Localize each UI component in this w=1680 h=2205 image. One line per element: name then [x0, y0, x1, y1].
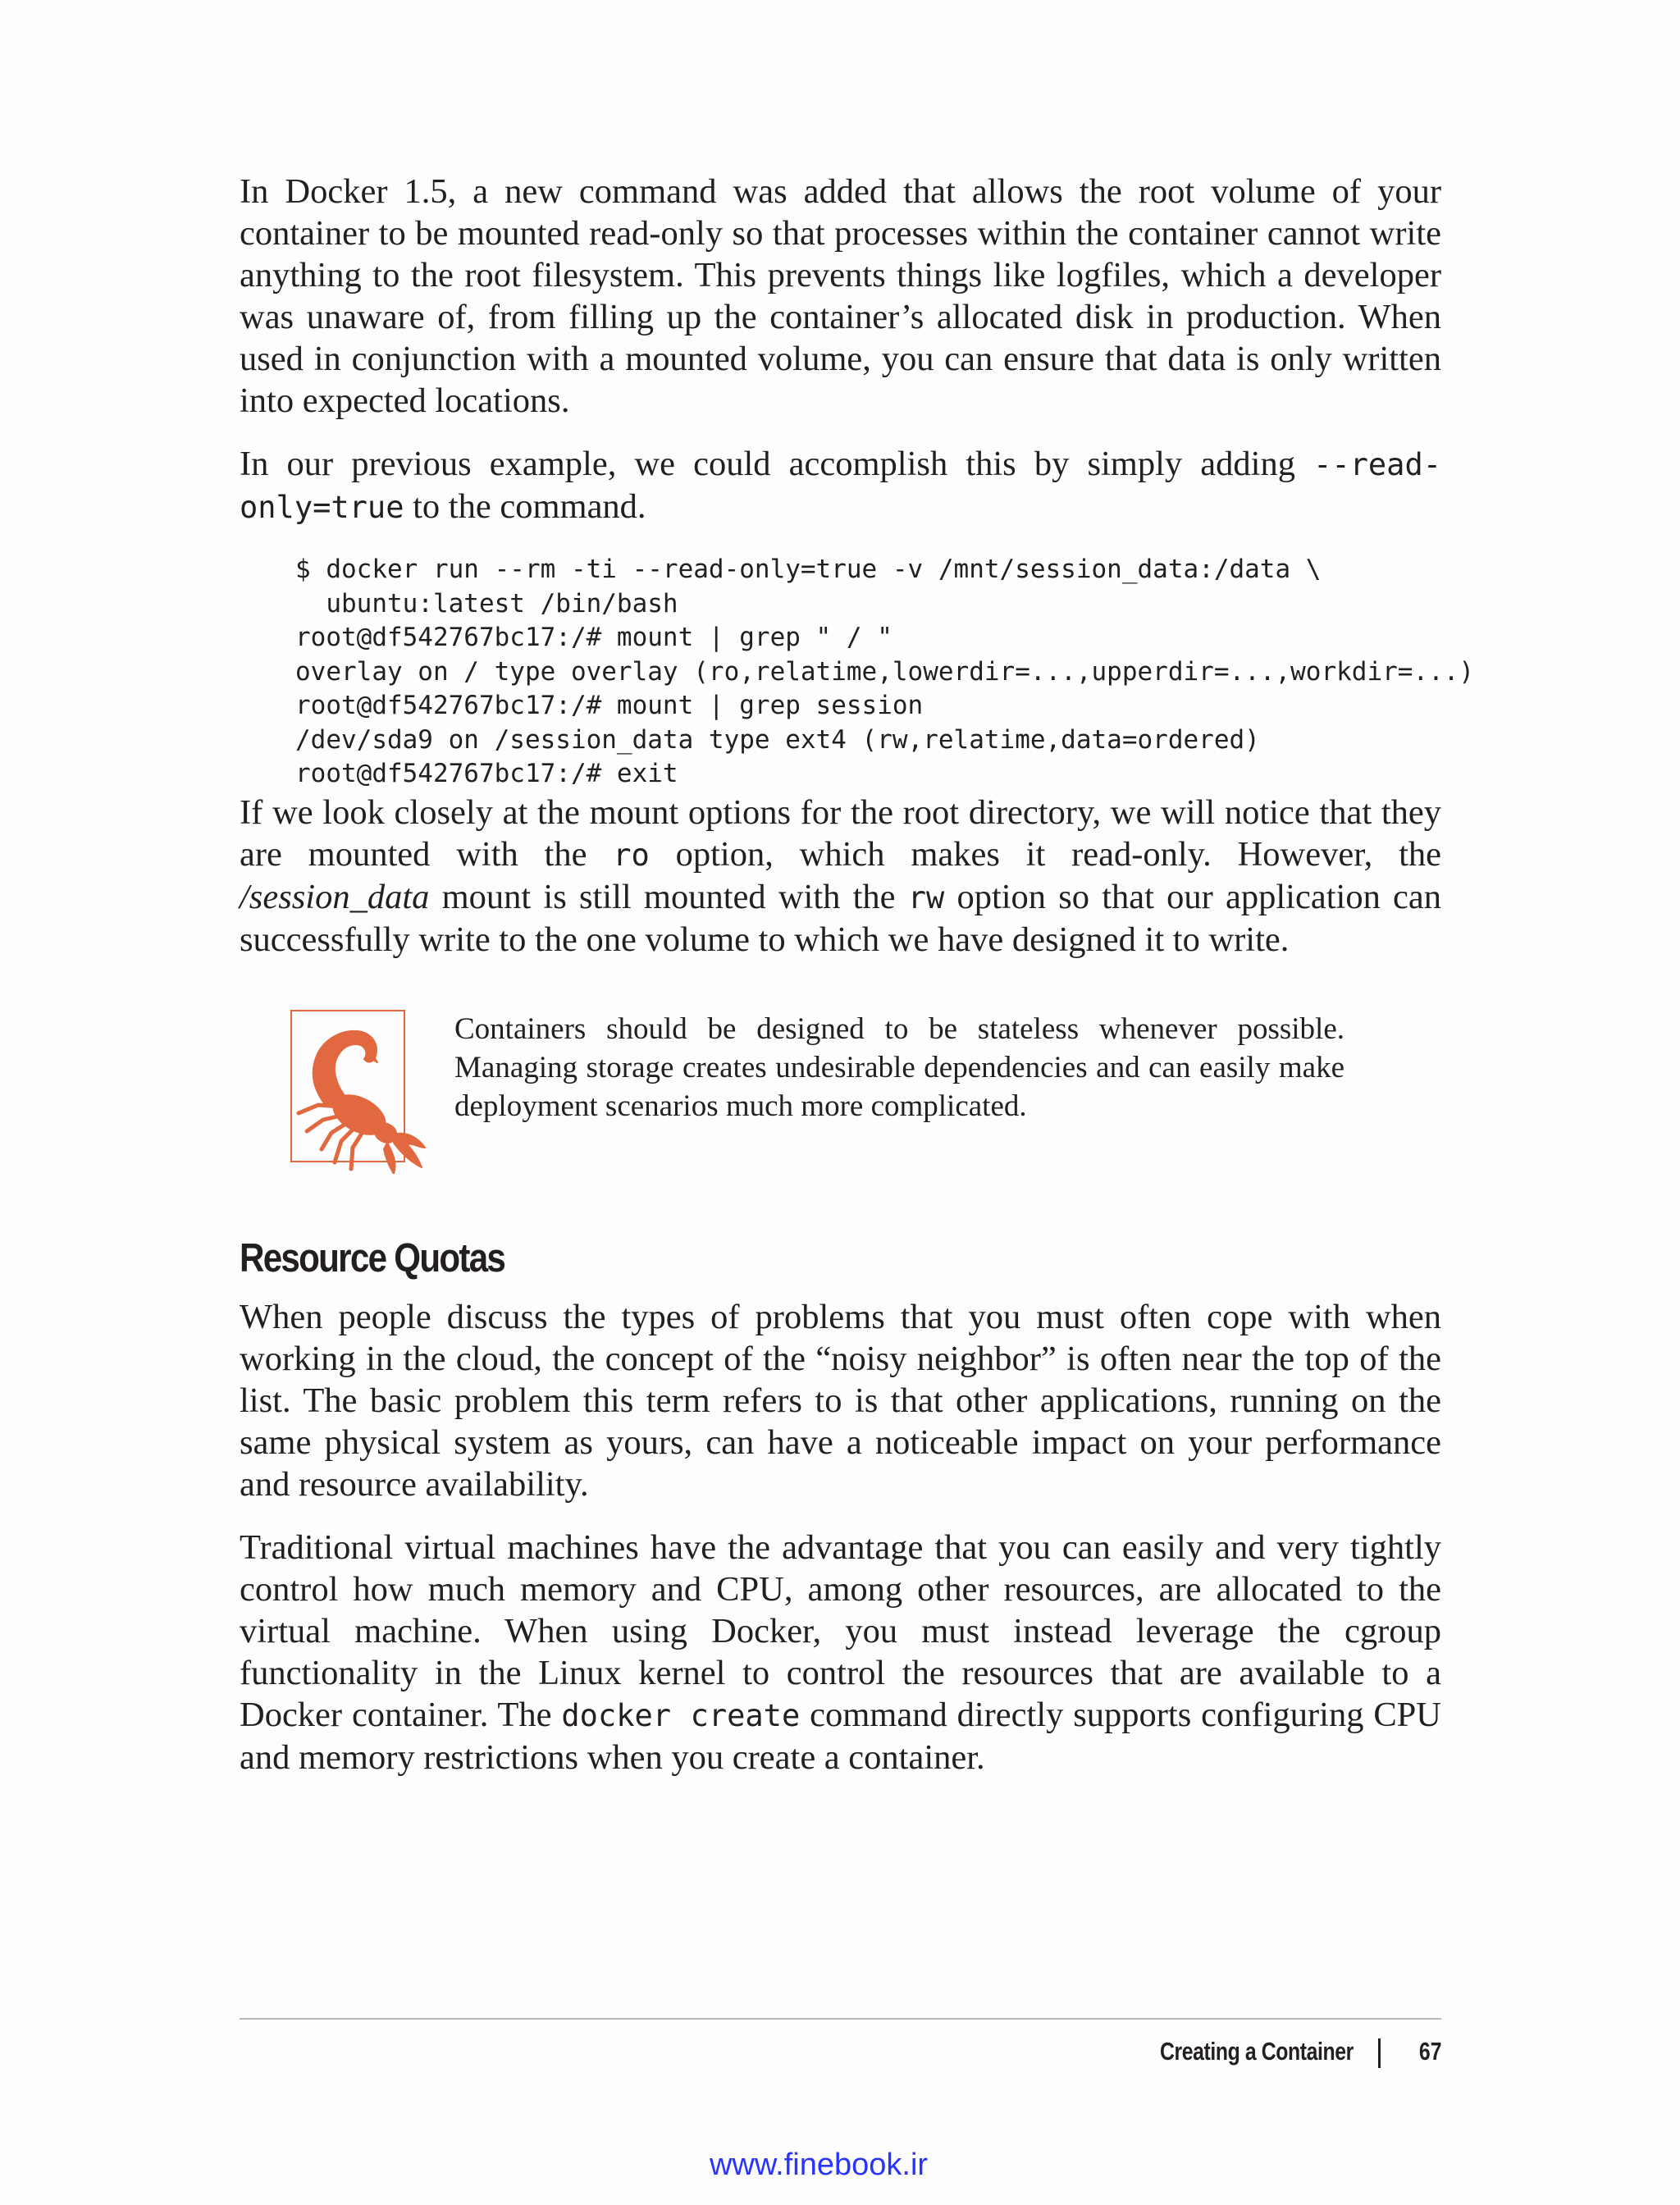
- code-line: /dev/sda9 on /session_data type ext4 (rw,relatime,data=ordered): [295, 724, 1260, 755]
- code-line: root@df542767bc17:/# exit: [295, 759, 678, 788]
- watermark-link[interactable]: www.finebook.ir: [709, 2148, 929, 2182]
- paragraph-text: option so that our application can successfully write to the one volume to which we have designed it to write.: [240, 877, 1441, 959]
- inline-code-docker-create: docker create: [561, 1697, 801, 1733]
- paragraph-text: mount is still mounted with the: [429, 877, 908, 916]
- scorpion-icon: [274, 1010, 410, 1174]
- inline-code-read-only-flag: --read-only=true: [240, 447, 1441, 525]
- footer-separator: [1378, 2038, 1381, 2068]
- paragraph-text: In our previous example, we could accomplish this by simply adding: [240, 445, 1314, 483]
- footer-chapter-title: Creating a Container: [1159, 2037, 1354, 2066]
- inline-code-rw: rw: [907, 879, 945, 915]
- page-content: [240, 171, 1475, 1778]
- paragraph-read-only-example: [240, 443, 1441, 528]
- code-line: root@df542767bc17:/# mount | grep " / ": [295, 623, 892, 652]
- paragraph-read-only-intro: In Docker 1.5, a new command was added that allows the root volume of your container to be mounted read-only so that processes within the container cannot write anything to the root filesystem. This prevents things like logfiles, which a developer was unaware of, from filling up the container’s allocated disk in production. When used in conjunction with a mounted volume, you can ensure that data is only written into expected locations.: [240, 172, 1441, 420]
- section-body: [240, 1296, 1441, 1778]
- section-title: Resource Quotas: [240, 1235, 505, 1281]
- code-line: $ docker run --rm -ti --read-only=true -v /mnt/session_data:/data \: [295, 555, 1322, 584]
- page-number: 67: [1418, 2037, 1441, 2066]
- code-line: root@df542767bc17:/# mount | grep session: [295, 691, 924, 720]
- code-block: [295, 553, 1475, 792]
- tip-note: [240, 1010, 1441, 1174]
- path-session-data: /session_data: [240, 877, 430, 916]
- paragraph-text: option, which makes it read-only. However, the: [649, 834, 1441, 874]
- scorpion-icon-drawing: [274, 1010, 454, 1174]
- paragraph-text: command directly supports configuring CPU and memory restrictions when you create a container.: [240, 1695, 1441, 1777]
- paragraph-text: If we look closely at the mount options for the root directory, we will notice that they are mounted with the: [240, 792, 1441, 874]
- paragraph-cgroups: [240, 1527, 1441, 1778]
- footer-rule: [240, 2018, 1441, 2020]
- code-line: ubuntu:latest /bin/bash: [295, 588, 678, 619]
- tip-text: Containers should be designed to be stateless whenever possible. Managing storage creates undesirable dependencies and can easily make deployment scenarios much more complicated.: [454, 1011, 1344, 1123]
- inline-code-ro: ro: [613, 837, 650, 873]
- paragraph-mount-options: [240, 792, 1441, 961]
- code-line: overlay on / type overlay (ro,relatime,lowerdir=...,upperdir=...,workdir=...): [295, 656, 1475, 687]
- paragraph-text: to the command.: [404, 487, 646, 526]
- page-footer: [1112, 2032, 1441, 2071]
- paragraph-noisy-neighbor: When people discuss the types of problems that you must often cope with when working in the cloud, the concept of the “noisy neighbor” is often near the top of the list. The basic problem this term refers to is that other applications, running on the same physical system as yours, can have a noticeable impact on your performance and resource availability.: [240, 1297, 1441, 1504]
- paragraph-text: Traditional virtual machines have the advantage that you can easily and very tightly control how much memory and CPU, among other resources, are allocated to the virtual machine. When using Docker, you must instead leverage the cgroup functionality in the Linux kernel to control the resources that are available to a Docker container. The: [240, 1527, 1441, 1734]
